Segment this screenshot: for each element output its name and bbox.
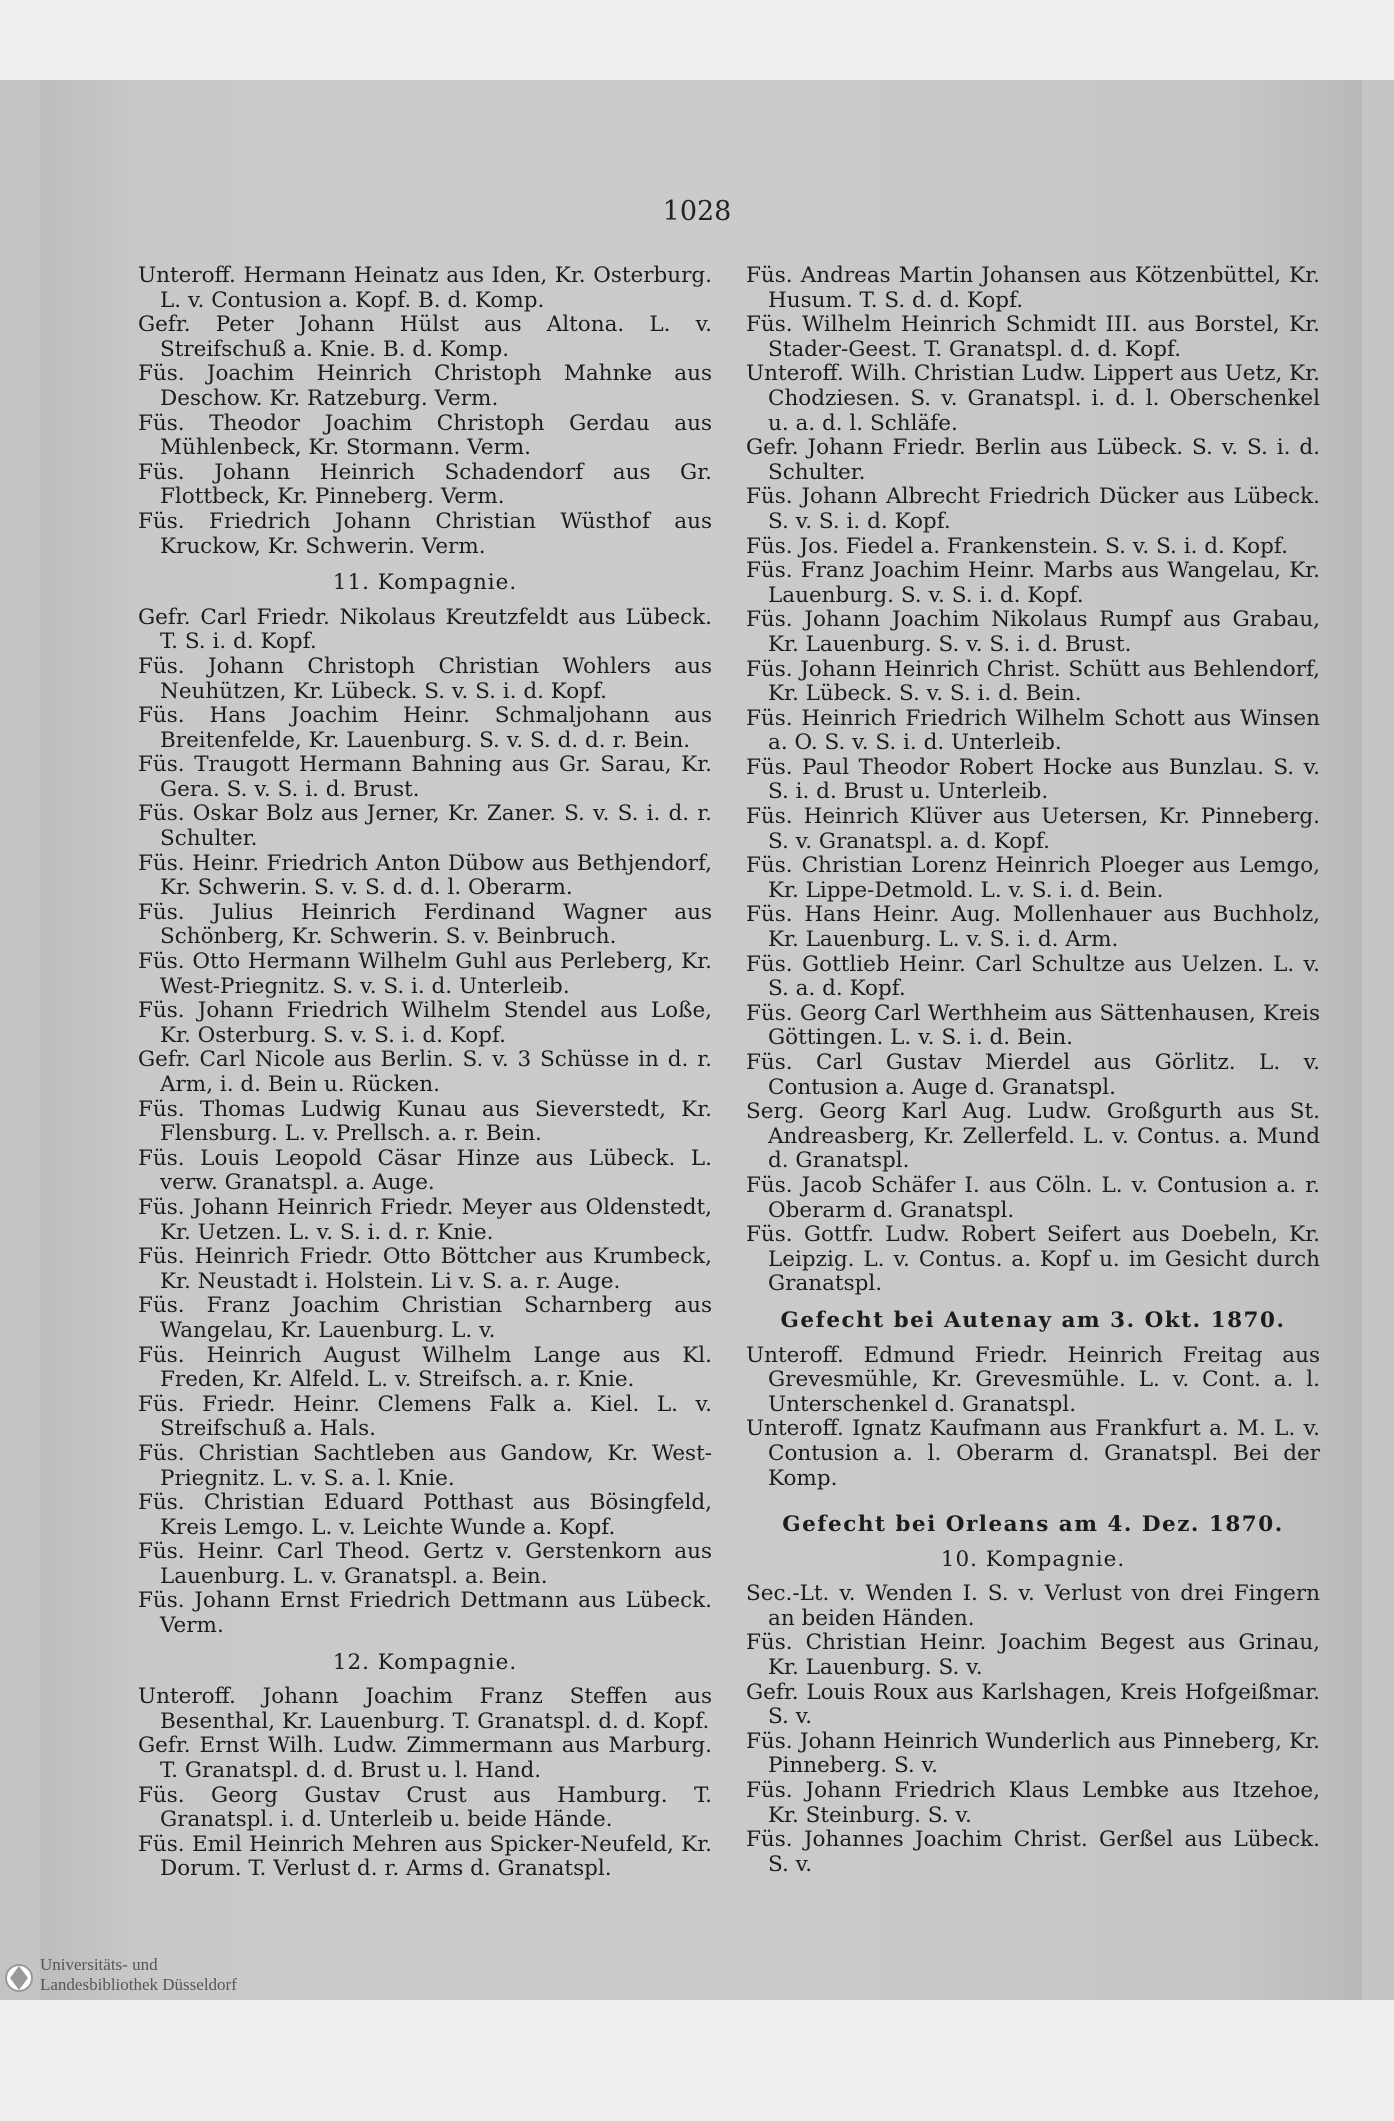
- casualty-entry: Füs. Johann Ernst Friedrich Dettmann aus Lübeck. Verm.: [138, 1588, 712, 1639]
- casualty-entry: Füs. Hans Joachim Heinr. Schmaljohann aus Breitenfelde, Kr. Lauenburg. S. v. S. d. d. r. Bein.: [138, 703, 712, 753]
- casualty-entry: Füs. Christian Eduard Potthast aus Bösingfeld, Kreis Lemgo. L. v. Leichte Wunde a. Kopf.: [138, 1490, 712, 1540]
- casualty-entry: Unteroff. Edmund Friedr. Heinrich Freitag aus Grevesmühle, Kr. Grevesmühle. L. v. Cont. a. l. Unterschenkel d. Granatspl.: [746, 1342, 1320, 1417]
- left-entries-part-1: [138, 264, 712, 559]
- casualty-entry: Gefr. Ernst Wilh. Ludw. Zimmermann aus Marburg. T. Granatspl. d. d. Brust u. l. Hand.: [138, 1733, 712, 1784]
- casualty-entry: Füs. Paul Theodor Robert Hocke aus Bunzlau. S. v. S. i. d. Brust u. Unterleib.: [746, 754, 1320, 805]
- casualty-entry: Füs. Friedr. Heinr. Clemens Falk a. Kiel. L. v. Streifschuß a. Hals.: [138, 1391, 712, 1442]
- left-entries-part-2: [138, 606, 712, 1639]
- right-entries-part-3: [746, 1582, 1320, 1877]
- casualty-entry: Sec.-Lt. v. Wenden I. S. v. Verlust von drei Fingern an beiden Händen.: [746, 1581, 1320, 1631]
- casualty-entry: Füs. Oskar Bolz aus Jerner, Kr. Zaner. S. v. S. i. d. r. Schulter.: [138, 801, 712, 852]
- casualty-entry: Füs. Traugott Hermann Bahning aus Gr. Sarau, Kr. Gera. S. v. S. i. d. Brust.: [138, 752, 712, 802]
- right-column: [746, 264, 1320, 1877]
- casualty-entry: Gefr. Johann Friedr. Berlin aus Lübeck. S. v. S. i. d. Schulter.: [746, 435, 1320, 485]
- casualty-entry: Unteroff. Hermann Heinatz aus Iden, Kr. Osterburg. L. v. Contusion a. Kopf. B. d. Komp.: [138, 263, 712, 313]
- casualty-entry: Füs. Johann Friedrich Klaus Lembke aus Itzehoe, Kr. Steinburg. S. v.: [746, 1778, 1320, 1828]
- casualty-entry: Füs. Johann Heinrich Schadendorf aus Gr. Flottbeck, Kr. Pinneberg. Verm.: [138, 459, 712, 510]
- casualty-entry: Füs. Heinrich Friedrich Wilhelm Schott aus Winsen a. O. S. v. S. i. d. Unterleib.: [746, 705, 1320, 756]
- section-heading-company-12: 12. Kompagnie.: [332, 1649, 518, 1675]
- casualty-entry: Füs. Johann Joachim Nikolaus Rumpf aus Grabau, Kr. Lauenburg. S. v. S. i. d. Brust.: [746, 607, 1320, 657]
- casualty-entry: Gefr. Louis Roux aus Karlshagen, Kreis Hofgeißmar. S. v.: [746, 1679, 1320, 1730]
- casualty-entry: Füs. Theodor Joachim Christoph Gerdau aus Mühlenbeck, Kr. Stormann. Verm.: [138, 410, 712, 461]
- casualty-entry: Füs. Wilhelm Heinrich Schmidt III. aus Borstel, Kr. Stader-Geest. T. Granatspl. d. d. Kopf.: [746, 312, 1320, 362]
- casualty-entry: Füs. Christian Sachtleben aus Gandow, Kr. West-Priegnitz. L. v. S. a. l. Knie.: [138, 1440, 712, 1491]
- casualty-entry: Füs. Louis Leopold Cäsar Hinze aus Lübeck. L. verw. Granatspl. a. Auge.: [138, 1145, 712, 1196]
- casualty-entry: Füs. Jos. Fiedel a. Frankenstein. S. v. S. i. d. Kopf.: [746, 533, 1288, 559]
- library-logo-icon: [4, 1954, 34, 1998]
- casualty-entry: Füs. Julius Heinrich Ferdinand Wagner aus Schönberg, Kr. Schwerin. S. v. Beinbruch.: [138, 899, 712, 950]
- casualty-entry: Füs. Johannes Joachim Christ. Gerßel aus Lübeck. S. v.: [746, 1827, 1320, 1877]
- left-column: [138, 264, 712, 1882]
- casualty-entry: Füs. Johann Heinrich Wunderlich aus Pinneberg, Kr. Pinneberg. S. v.: [746, 1728, 1320, 1779]
- casualty-entry: Gefr. Peter Johann Hülst aus Altona. L. v. Streifschuß a. Knie. B. d. Komp.: [138, 312, 712, 362]
- right-entries-part-2: [746, 1344, 1320, 1492]
- casualty-entry: Füs. Jacob Schäfer I. aus Cöln. L. v. Contusion a. r. Oberarm d. Granatspl.: [746, 1172, 1320, 1223]
- library-credit-line-1: Universitäts- und: [40, 1955, 158, 1974]
- casualty-entry: Füs. Heinrich Friedr. Otto Böttcher aus Krumbeck, Kr. Neustadt i. Holstein. Li v. S. a. r. Auge.: [138, 1244, 712, 1294]
- casualty-entry: Füs. Gottlieb Heinr. Carl Schultze aus Uelzen. L. v. S. a. d. Kopf.: [746, 951, 1320, 1002]
- casualty-entry: Gefr. Carl Nicole aus Berlin. S. v. 3 Schüsse in d. r. Arm, i. d. Bein u. Rücken.: [138, 1047, 712, 1097]
- casualty-entry: Serg. Georg Karl Aug. Ludw. Großgurth aus St. Andreasberg, Kr. Zellerfeld. L. v. Contus. a. Mund d. Granatspl.: [746, 1099, 1320, 1174]
- casualty-entry: Füs. Christian Heinr. Joachim Begest aus Grinau, Kr. Lauenburg. S. v.: [746, 1630, 1320, 1681]
- left-entries-part-3: [138, 1685, 712, 1882]
- casualty-entry: Füs. Heinrich August Wilhelm Lange aus Kl. Freden, Kr. Alfeld. L. v. Streifsch. a. r. Knie.: [138, 1342, 712, 1393]
- battle-heading-autenay: Gefecht bei Autenay am 3. Okt. 1870.: [780, 1307, 1286, 1333]
- casualty-entry: Unteroff. Wilh. Christian Ludw. Lippert aus Uetz, Kr. Chodziesen. S. v. Granatspl. i. d. l. Oberschenkel u. a. d. l. Schläfe.: [746, 361, 1320, 436]
- casualty-entry: Füs. Johann Friedrich Wilhelm Stendel aus Loße, Kr. Osterburg. S. v. S. i. d. Kopf.: [138, 998, 712, 1048]
- battle-heading-orleans: Gefecht bei Orleans am 4. Dez. 1870.: [782, 1512, 1284, 1538]
- right-entries-part-1: [746, 264, 1320, 1297]
- casualty-entry: Füs. Johann Heinrich Christ. Schütt aus Behlendorf, Kr. Lübeck. S. v. S. i. d. Bein.: [746, 656, 1320, 707]
- casualty-entry: Füs. Heinr. Carl Theod. Gertz v. Gerstenkorn aus Lauenburg. L. v. Granatspl. a. Bein.: [138, 1539, 712, 1589]
- casualty-entry: Füs. Carl Gustav Mierdel aus Görlitz. L. v. Contusion a. Auge d. Granatspl.: [746, 1050, 1320, 1100]
- casualty-entry: Füs. Franz Joachim Heinr. Marbs aus Wangelau, Kr. Lauenburg. S. v. S. i. d. Kopf.: [746, 558, 1320, 608]
- casualty-entry: Füs. Andreas Martin Johansen aus Kötzenbüttel, Kr. Husum. T. S. d. d. Kopf.: [746, 263, 1320, 313]
- casualty-entry: Füs. Heinr. Friedrich Anton Dübow aus Bethjendorf, Kr. Schwerin. S. v. S. d. d. l. Oberarm.: [138, 850, 712, 901]
- casualty-entry: Gefr. Carl Friedr. Nikolaus Kreutzfeldt aus Lübeck. T. S. i. d. Kopf.: [138, 604, 712, 655]
- casualty-entry: Füs. Emil Heinrich Mehren aus Spicker-Neufeld, Kr. Dorum. T. Verlust d. r. Arms d. Granatspl.: [138, 1831, 712, 1882]
- library-credit-line-2: Landesbibliothek Düsseldorf: [40, 1975, 237, 1994]
- casualty-entry: Füs. Otto Hermann Wilhelm Guhl aus Perleberg, Kr. West-Priegnitz. S. v. S. i. d. Unterleib.: [138, 949, 712, 999]
- casualty-entry: Füs. Gottfr. Ludw. Robert Seifert aus Doebeln, Kr. Leipzig. L. v. Contus. a. Kopf u. im Gesicht durch Granatspl.: [746, 1222, 1320, 1297]
- library-credit: [40, 1955, 237, 1995]
- casualty-entry: Füs. Johann Christoph Christian Wohlers aus Neuhützen, Kr. Lübeck. S. v. S. i. d. Kopf.: [138, 653, 712, 704]
- casualty-entry: Füs. Joachim Heinrich Christoph Mahnke aus Deschow. Kr. Ratzeburg. Verm.: [138, 361, 712, 411]
- casualty-entry: Füs. Thomas Ludwig Kunau aus Sieverstedt, Kr. Flensburg. L. v. Prellsch. a. r. Bein.: [138, 1096, 712, 1147]
- section-heading-company-11: 11. Kompagnie.: [332, 570, 518, 596]
- casualty-entry: Füs. Heinrich Klüver aus Uetersen, Kr. Pinneberg. S. v. Granatspl. a. d. Kopf.: [746, 804, 1320, 854]
- casualty-entry: Füs. Johann Heinrich Friedr. Meyer aus Oldenstedt, Kr. Uetzen. L. v. S. i. d. r. Knie.: [138, 1194, 712, 1245]
- page-number: 1028: [662, 196, 732, 227]
- casualty-entry: Füs. Hans Heinr. Aug. Mollenhauer aus Buchholz, Kr. Lauenburg. L. v. S. i. d. Arm.: [746, 902, 1320, 953]
- casualty-entry: Füs. Johann Albrecht Friedrich Dücker aus Lübeck. S. v. S. i. d. Kopf.: [746, 484, 1320, 534]
- section-heading-company-10: 10. Kompagnie.: [940, 1546, 1126, 1572]
- casualty-entry: Füs. Friedrich Johann Christian Wüsthof aus Kruckow, Kr. Schwerin. Verm.: [138, 508, 712, 559]
- casualty-entry: Füs. Christian Lorenz Heinrich Ploeger aus Lemgo, Kr. Lippe-Detmold. L. v. S. i. d. Bein.: [746, 853, 1320, 903]
- casualty-entry: Unteroff. Ignatz Kaufmann aus Frankfurt a. M. L. v. Contusion a. l. Oberarm d. Granatspl. Bei der Komp.: [746, 1416, 1320, 1491]
- casualty-entry: Füs. Georg Gustav Crust aus Hamburg. T. Granatspl. i. d. Unterleib u. beide Hände.: [138, 1782, 712, 1833]
- casualty-entry: Unteroff. Johann Joachim Franz Steffen aus Besenthal, Kr. Lauenburg. T. Granatspl. d. d. Kopf.: [138, 1684, 712, 1734]
- casualty-entry: Füs. Georg Carl Werthheim aus Sättenhausen, Kreis Göttingen. L. v. S. i. d. Bein.: [746, 1000, 1320, 1051]
- casualty-entry: Füs. Franz Joachim Christian Scharnberg aus Wangelau, Kr. Lauenburg. L. v.: [138, 1293, 712, 1343]
